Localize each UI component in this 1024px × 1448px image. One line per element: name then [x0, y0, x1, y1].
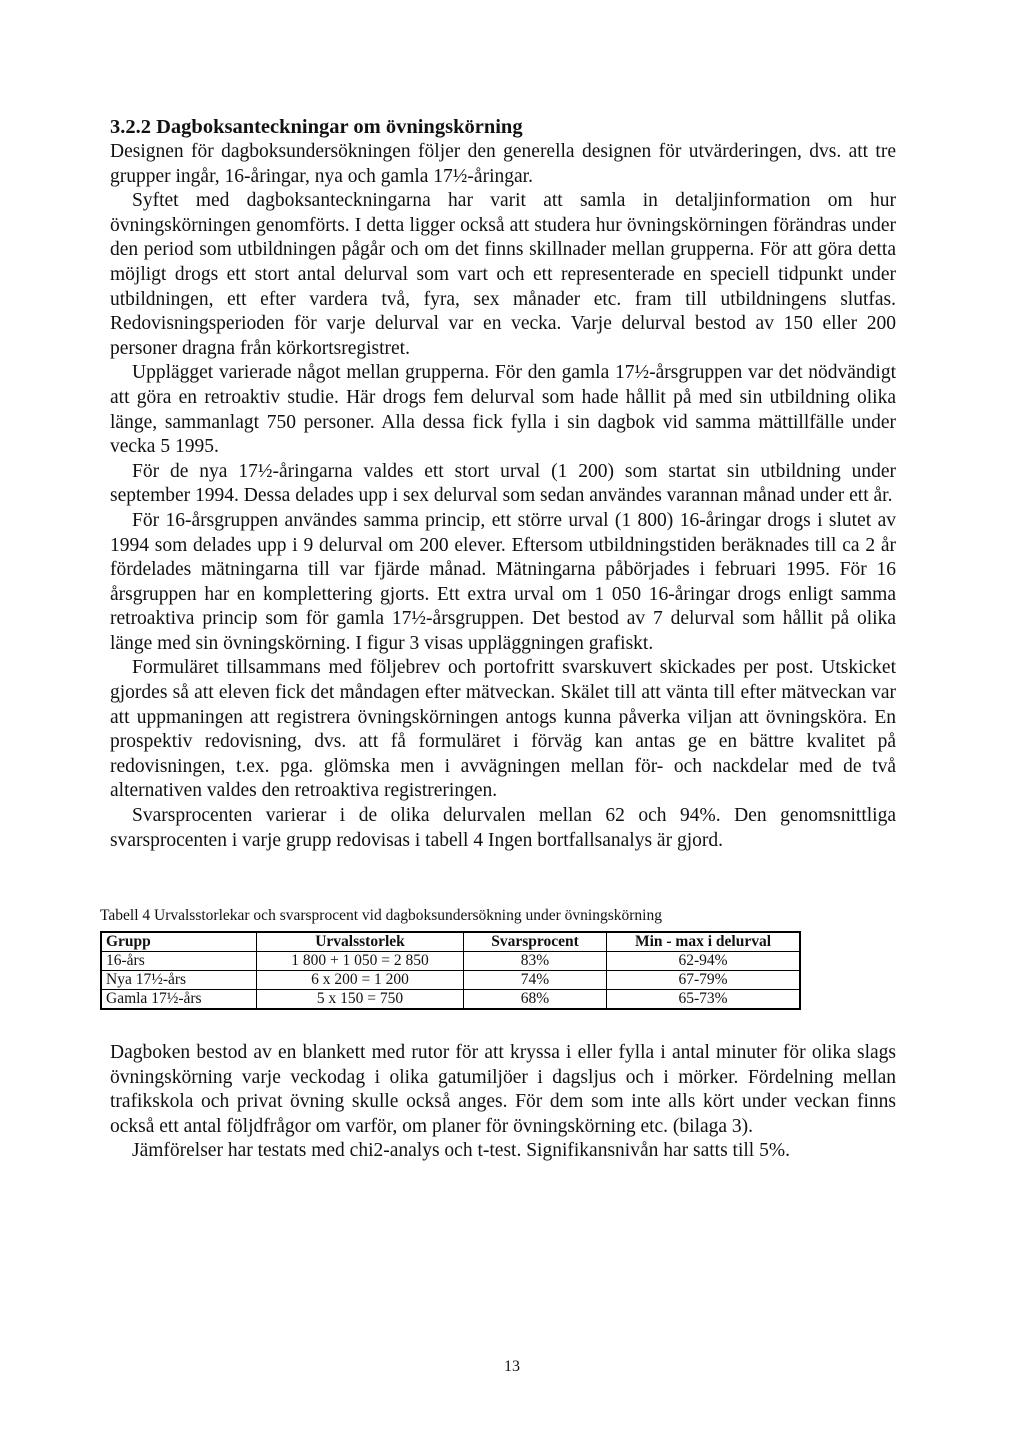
column-header: Grupp	[101, 932, 257, 952]
table-caption: Tabell 4 Urvalsstorlekar och svarsprocent vid dagboksundersökning under övningskörning	[100, 907, 662, 924]
table-cell: 83%	[464, 952, 607, 971]
table-row	[101, 952, 800, 971]
column-header: Min - max i delurval	[607, 932, 801, 952]
sample-size-table	[100, 931, 801, 1010]
column-header: Urvalsstorlek	[257, 932, 464, 952]
table-cell: Nya 17½-års	[101, 971, 257, 990]
paragraph: För de nya 17½-åringarna valdes ett stort urval (1 200) som startat sin utbildning under september 1994. Dessa delades upp i sex delurval som sedan användes varannan månad under ett år.	[110, 460, 896, 507]
column-header: Svarsprocent	[464, 932, 607, 952]
table-cell: 62-94%	[607, 952, 801, 971]
table-row	[101, 990, 800, 1010]
body-text-after-table	[110, 1041, 896, 1164]
table-cell: Gamla 17½-års	[101, 990, 257, 1010]
paragraph: Svarsprocenten varierar i de olika delurvalen mellan 62 och 94%. Den genomsnittliga svarsprocenten i varje grupp redovisas i tabell 4 Ingen bortfallsanalys är gjord.	[110, 805, 896, 851]
paragraph: Formuläret tillsammans med följebrev och portofritt svarskuvert skickades per post. Utskicket gjordes så att eleven fick det måndagen efter mätveckan. Skälet till att vänta till efter mätveckan var att uppmaningen att registrera övningskörningen antogs kunna påverka viljan att övningsköra. En prospektiv redovisning, dvs. att få formuläret i förväg kan antas ge en bättre kvalitet på redovisningen, t.ex. pga. glömska men i avvägningen mellan för- och nackdelar med de två alternativen valdes den retroaktiva registreringen.	[110, 657, 896, 802]
table-cell: 1 800 + 1 050 = 2 850	[257, 952, 464, 971]
paragraph: För 16-årsgruppen användes samma princip, ett större urval (1 800) 16-åringar drogs i slutet av 1994 som delades upp i 9 delurval om 200 elever. Eftersom utbildningstiden beräknades till ca 2 år fördelades mätningarna till var fjärde månad. Mätningarna påbörjades i februari 1995. För 16 årsgruppen har en komplettering gjorts. Ett extra urval om 1 050 16-åringar drogs enligt samma retroaktiva princip som för gamla 17½-årsgruppen. Det bestod av 7 delurval som hållit på olika länge med sin övningskörning. I figur 3 visas uppläggningen grafiskt.	[110, 509, 896, 654]
paragraph: Jämförelser har testats med chi2-analys och t-test. Signifikansnivån har satts till 5%.	[132, 1140, 790, 1162]
table-cell: 67-79%	[607, 971, 801, 990]
paragraph: Upplägget varierade något mellan grupperna. För den gamla 17½-årsgruppen var det nödvändigt att göra en retroaktiv studie. Här drogs fem delurval som hade hållit på med sin utbildning olika länge, sammanlagt 750 personer. Alla dessa fick fylla i sin dagbok vid samma mättillfälle under vecka 5 1995.	[110, 362, 896, 458]
page-number: 13	[504, 1358, 520, 1375]
table-cell: 6 x 200 = 1 200	[257, 971, 464, 990]
paragraph: Dagboken bestod av en blankett med rutor för att kryssa i eller fylla i antal minuter för olika slags övningskörning varje veckodag i olika gatumiljöer i dagsljus och i mörker. Fördelning mellan trafikskola och privat övning skulle också anges. För dem som inte alls kört under veckan finns också ett antal följdfrågor om varför, om planer för övningskörning etc. (bilaga 3).	[110, 1042, 896, 1137]
table-cell: 65-73%	[607, 990, 801, 1010]
body-text	[110, 140, 896, 853]
paragraph: Syftet med dagboksanteckningarna har varit att samla in detaljinformation om hur övningskörningen genomförts. I detta ligger också att studera hur övningskörningen förändras under den period som utbildningen pågår och om det finns skillnader mellan grupperna. För att göra detta möjligt drogs ett stort antal delurval som vart och ett representerade en speciell tidpunkt under utbildningen, ett efter vardera två, fyra, sex månader etc. fram till utbildningens slutfas. Redovisningsperioden för varje delurval var en vecka. Varje delurval bestod av 150 eller 200 personer dragna från körkortsregistret.	[110, 190, 896, 359]
table-header-row	[101, 932, 800, 952]
table-cell: 68%	[464, 990, 607, 1010]
table-cell: 5 x 150 = 750	[257, 990, 464, 1010]
table-cell: 74%	[464, 971, 607, 990]
section-heading: 3.2.2 Dagboksanteckningar om övningskörning	[110, 116, 523, 138]
table-cell: 16-års	[101, 952, 257, 971]
paragraph: Designen för dagboksundersökningen följer den generella designen för utvärderingen, dvs. att tre grupper ingår, 16-åringar, nya och gamla 17½-åringar.	[110, 141, 896, 187]
table-row	[101, 971, 800, 990]
